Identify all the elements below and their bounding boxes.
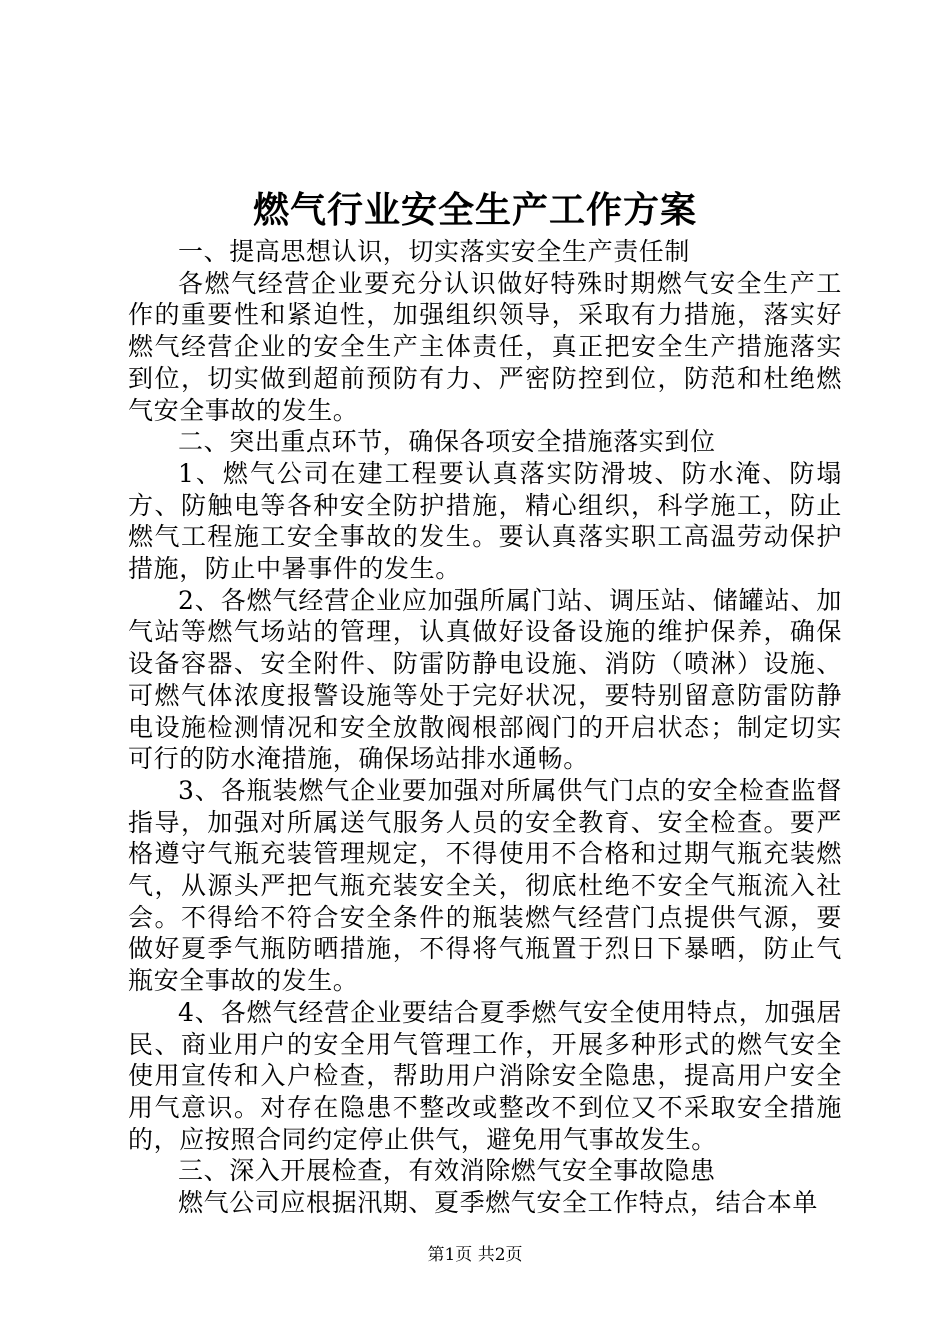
paragraph-item-4: 4、各燃气经营企业要结合夏季燃气安全使用特点，加强居民、商业用户的安全用气管理工作，开展多种形式的燃气安全使用宣传和入户检查，帮助用户消除安全隐患，提高用户安全用气意识。对存在隐患不整改或整改不到位又不采取安全措施的，应按照合同约定停止供气，避免用气事故发生。 — [128, 997, 842, 1154]
page-title: 燃气行业安全生产工作方案 — [252, 189, 697, 231]
paragraph-item-3: 3、各瓶装燃气企业要加强对所属供气门点的安全检查监督指导，加强对所属送气服务人员的安全教育、安全检查。要严格遵守气瓶充装管理规定，不得使用不合格和过期气瓶充装燃气，从源头严把气瓶充装安全关，彻底杜绝不安全气瓶流入社会。不得给不符合安全条件的瓶装燃气经营门点提供气源，要做好夏季气瓶防晒措施，不得将气瓶置于烈日下暴晒，防止气瓶安全事故的发生。 — [128, 775, 842, 996]
paragraph-section-3: 燃气公司应根据汛期、夏季燃气安全工作特点，结合本单 — [178, 1188, 819, 1218]
paragraph-item-2: 2、各燃气经营企业应加强所属门站、调压站、储罐站、加气站等燃气场站的管理，认真做好设备设施的维护保养，确保设备容器、安全附件、防雷防静电设施、消防（喷淋）设施、可燃气体浓度报警设施等处于完好状况，要特别留意防雷防静电设施检测情况和安全放散阀根部阀门的开启状态；制定切实可行的防水淹措施，确保场站排水通畅。 — [128, 585, 842, 774]
document-body — [128, 236, 842, 1219]
page-number-footer: 第1页 共2页 — [427, 1245, 523, 1265]
paragraph-item-1: 1、燃气公司在建工程要认真落实防滑坡、防水淹、防塌方、防触电等各种安全防护措施，精心组织，科学施工，防止燃气工程施工安全事故的发生。要认真落实职工高温劳动保护措施，防止中暑事件的发生。 — [128, 458, 842, 584]
paragraph-section-1: 各燃气经营企业要充分认识做好特殊时期燃气安全生产工作的重要性和紧迫性，加强组织领导，采取有力措施，落实好燃气经营企业的安全生产主体责任，真正把安全生产措施落实到位，切实做到超前预防有力、严密防控到位，防范和杜绝燃气安全事故的发生。 — [128, 268, 842, 425]
section-heading-3: 三、深入开展检查，有效消除燃气安全事故隐患 — [178, 1156, 716, 1186]
section-heading-1: 一、提高思想认识，切实落实安全生产责任制 — [178, 237, 691, 266]
section-heading-2: 二、突出重点环节，确保各项安全措施落实到位 — [178, 427, 716, 457]
